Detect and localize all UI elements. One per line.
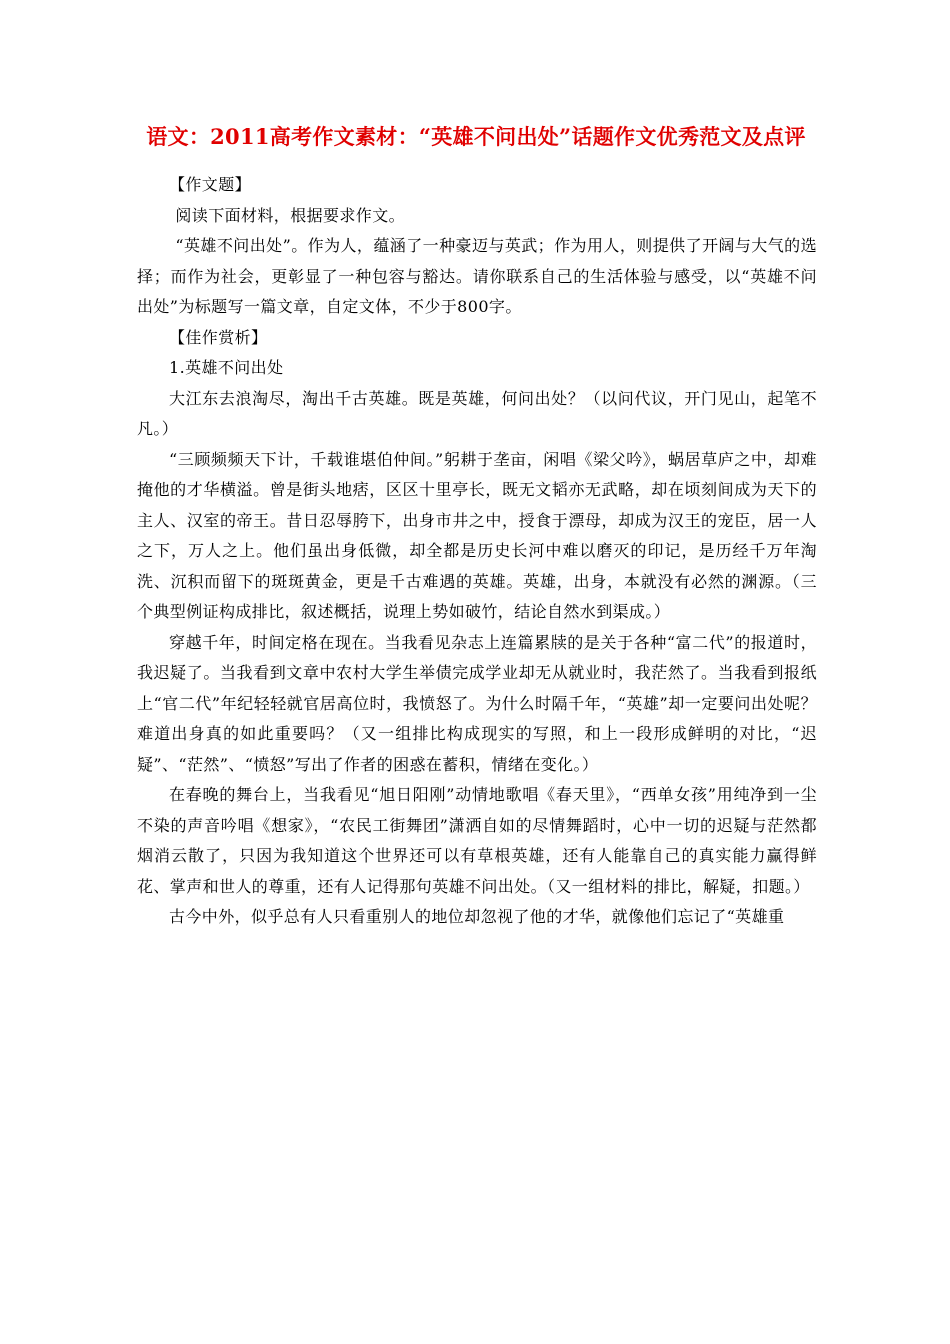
document-body (137, 170, 817, 933)
essay-paragraph: 穿越千年，时间定格在现在。当我看见杂志上连篇累牍的是关于各种“富二代”的报道时，我迟疑了。当我看到文章中农村大学生举债完成学业却无从就业时，我茫然了。当我看到报纸上“官二代”年纪轻轻就官居高位时，我愤怒了。为什么时隔千年，“英雄”却一定要问出处呢？难道出身真的如此重要吗？（又一组排比构成现实的写照，和上一段形成鲜明的对比，“迟疑”、“茫然”、“愤怒”写出了作者的困惑在蓄积，情绪在变化。） (137, 632, 817, 774)
essay-paragraph: “三顾频频天下计，千载谁堪伯仲间。”躬耕于垄亩，闲唱《梁父吟》，蜗居草庐之中，却难掩他的才华横溢。曾是街头地痞，区区十里亭长，既无文韬亦无武略，却在顷刻间成为天下的主人、汉室的帝王。昔日忍辱胯下，出身市井之中，授食于漂母，却成为汉王的宠臣，居一人之下，万人之上。他们虽出身低微，却全都是历史长河中难以磨灭的印记，是历经千万年淘洗、沉积而留下的斑斑黄金，更是千古难遇的英雄。英雄，出身，本就没有必然的渊源。（三个典型例证构成排比，叙述概括，说理上势如破竹，结论自然水到渠成。） (137, 449, 817, 621)
essay-paragraph: 大江东去浪淘尽，淘出千古英雄。既是英雄，何问出处？（以问代议，开门见山，起笔不凡。） (137, 388, 817, 438)
instruction-text: 阅读下面材料，根据要求作文。 (175, 205, 405, 225)
prompt-paragraph: “英雄不问出处”。作为人，蕴涵了一种豪迈与英武；作为用人，则提供了开阔与大气的选择；而作为社会，更彰显了一种包容与豁达。请你联系自己的生活体验与感受，以“英雄不问出处”为标题写一篇文章，自定文体，不少于800字。 (137, 236, 817, 316)
section-heading-prompt: 【作文题】 (169, 175, 252, 194)
document-title: 语文：2011高考作文素材：“英雄不问出处”话题作文优秀范文及点评 (146, 124, 806, 149)
section-heading-essay: 【佳作赏析】 (169, 327, 268, 347)
essay-paragraph: 古今中外，似乎总有人只看重别人的地位却忽视了他的才华，就像他们忘记了“英雄重 (169, 907, 785, 926)
essay-title: 1.英雄不问出处 (169, 358, 284, 377)
essay-paragraph: 在春晚的舞台上，当我看见“旭日阳刚”动情地歌唱《春天里》，“西单女孩”用纯净到一尘不染的声音吟唱《想家》，“农民工街舞团”潇洒自如的尽情舞蹈时，心中一切的迟疑与茫然都烟消云散了，只因为我知道这个世界还可以有草根英雄，还有人能靠自己的真实能力赢得鲜花、掌声和世人的尊重，还有人记得那句英雄不问出处。（又一组材料的排比，解疑，扣题。） (137, 785, 817, 896)
